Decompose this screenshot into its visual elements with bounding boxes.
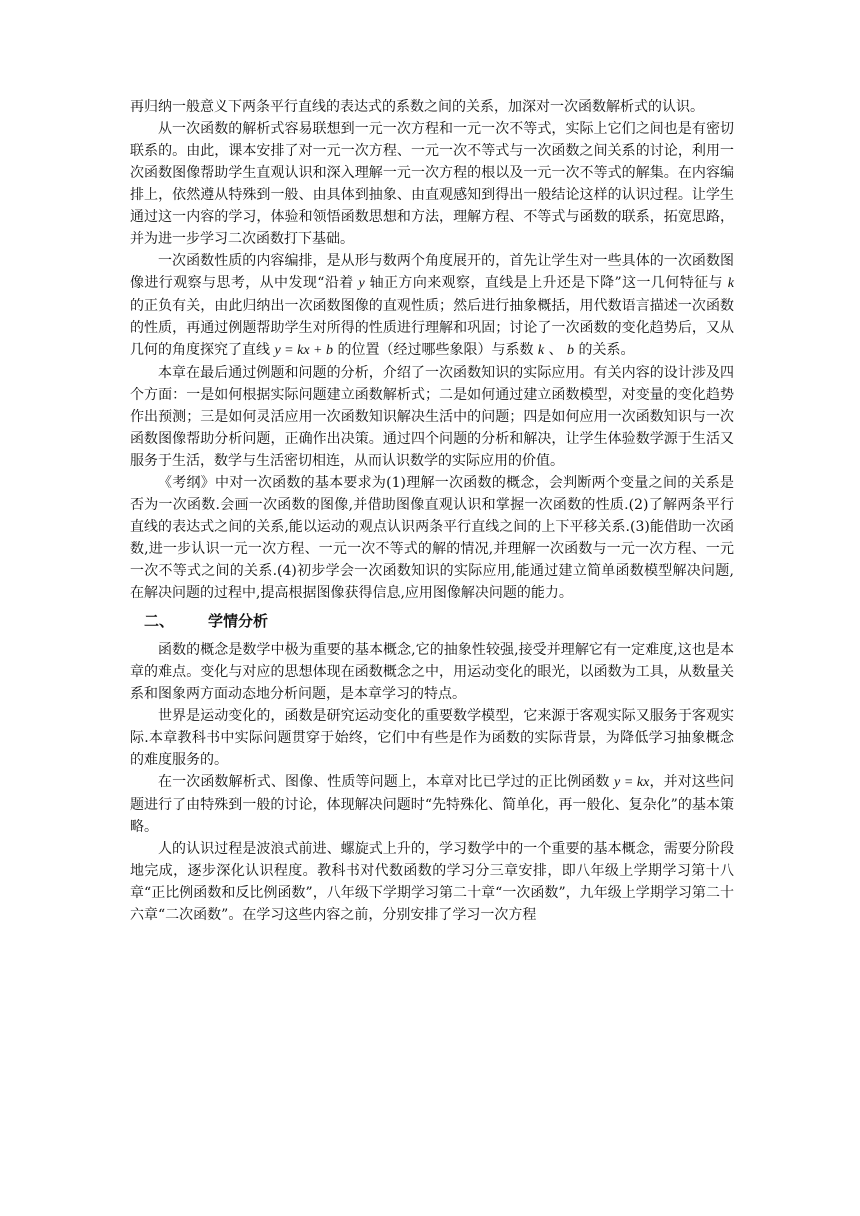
paragraph-4: 本章在最后通过例题和问题的分析，介绍了一次函数知识的实际应用。有关内容的设计涉及四个方面：一是如何根据实际问题建立函数解析式；二是如何通过建立函数模型，对变量的变化趋势作出预测；三是如何灵活应用一次函数知识解决生活中的问题；四是如何应用一次函数知识与一次函数图像帮助分析问题，正确作出决策。通过四个问题的分析和解决，让学生体验数学源于生活又服务于生活，数学与生活密切相连，从而认识数学的实际应用的价值。 [130,365,734,469]
paragraph-8-text-b: ，并对这些问题进行了由特殊到一般的讨论，体现解决问题时“先特殊化、简单化，再一般化、复杂化”的基本策略。 [130,774,735,835]
paragraph-1: 再归纳一般意义下两条平行直线的表达式的系数之间的关系，加深对一次函数解析式的认识。 [130,99,704,115]
paragraph-3-text-b: 轴正方向来观察，直线是上升还是下降”这一几何特征与 [369,275,723,291]
paragraph-8-text-a: 在一次函数解析式、图像、性质等问题上，本章对比已学过的正比例函数 [158,774,610,790]
paragraph-3-text-d: 的位置（经过哪些象限）与系数 [337,342,534,358]
paragraph-6: 函数的概念是数学中极为重要的基本概念,它的抽象性较强,接受并理解它有一定难度,这也是本章的难点。变化与对应的思想体现在函数概念之中，用运动变化的眼光，以函数为工具，从数量关系和图象两方面动态地分析问题，是本章学习的特点。 [130,642,734,702]
paragraph-3-text-a: 一次函数性质的内容编排，是从形与数两个角度展开的，首先让学生对一些具体的一次函数图像进行观察与思考，从中发现“沿着 [130,253,734,291]
paragraph-5: 《考纲》中对一次函数的基本要求为(1)理解一次函数的概念，会判断两个变量之间的关系是否为一次函数.会画一次函数的图像,并借助图像直观认识和掌握一次函数的性质.(2)了解两条平行直线的表达式之间的关系,能以运动的观点认识两条平行直线之间的上下平移关系.(3)能借助一次函数,进一步认识一元一次方程、一元一次不等式的解的情况,并理解一次函数与一元一次方程、一元一次不等式之间的关系.(4)初步学会一次函数知识的实际应用,能通过建立简单函数模型解决问题,在解决问题的过程中,提高根据图像获得信息,应用图像解决问题的能力。 [130,475,734,601]
paragraph-7: 世界是运动变化的，函数是研究运动变化的重要数学模型，它来源于客观实际又服务于客观实际.本章教科书中实际问题贯穿于始终，它们中有些是作为函数的实际背景，为降低学习抽象概念的难度服务的。 [130,708,734,768]
paragraph-8 [130,771,734,838]
paragraph-3-text-f: 的关系。 [578,342,635,358]
document-page [130,96,734,926]
math-b: b [567,343,575,358]
section-heading [130,610,734,631]
paragraph-2: 从一次函数的解析式容易联想到一元一次方程和一元一次不等式，实际上它们之间也是有密切联系的。由此，课本安排了对一元一次方程、一元一次不等式与一次函数之间关系的讨论，利用一次函数图像帮助学生直观认识和深入理解一元一次方程的根以及一元一次不等式的解集。在内容编排上，依然遵从特殊到一般、由具体到抽象、由直观感知到得出一般结论这样的认识过程。让学生通过这一内容的学习，体验和领悟函数思想和方法，理解方程、不等式与函数的联系，拓宽思路，并为进一步学习二次函数打下基础。 [130,121,734,247]
math-line-equation: y = kx + b [274,343,333,358]
math-k-2: k [537,343,545,358]
paragraph-3-text-c: 的正负有关，由此归纳出一次函数图像的直观性质；然后进行抽象概括，用代数语言描述一次函数的性质，再通过例题帮助学生对所得的性质进行理解和巩固；讨论了一次函数的变化趋势后，又从几何的角度探究了直线 [130,298,734,358]
paragraph-3-text-e: 、 [548,342,563,358]
math-k: k [727,276,734,291]
section-number: 二、 [144,612,175,630]
paragraph-9: 人的认识过程是波浪式前进、螺旋式上升的，学习数学中的一个重要的基本概念，需要分阶段地完成，逐步深化认识程度。教科书对代数函数的学习分三章安排，即八年级上学期学习第十八章“正比例函数和反比例函数”，八年级下学期学习第二十章“一次函数”，九年级上学期学习第二十六章“二次函数”。在学习这些内容之前，分别安排了学习一次方程 [130,841,734,923]
math-y-axis: y [358,276,365,291]
math-proportional-equation: y = kx [614,775,650,790]
paragraph-3 [130,250,734,362]
section-title: 学情分析 [208,612,269,630]
